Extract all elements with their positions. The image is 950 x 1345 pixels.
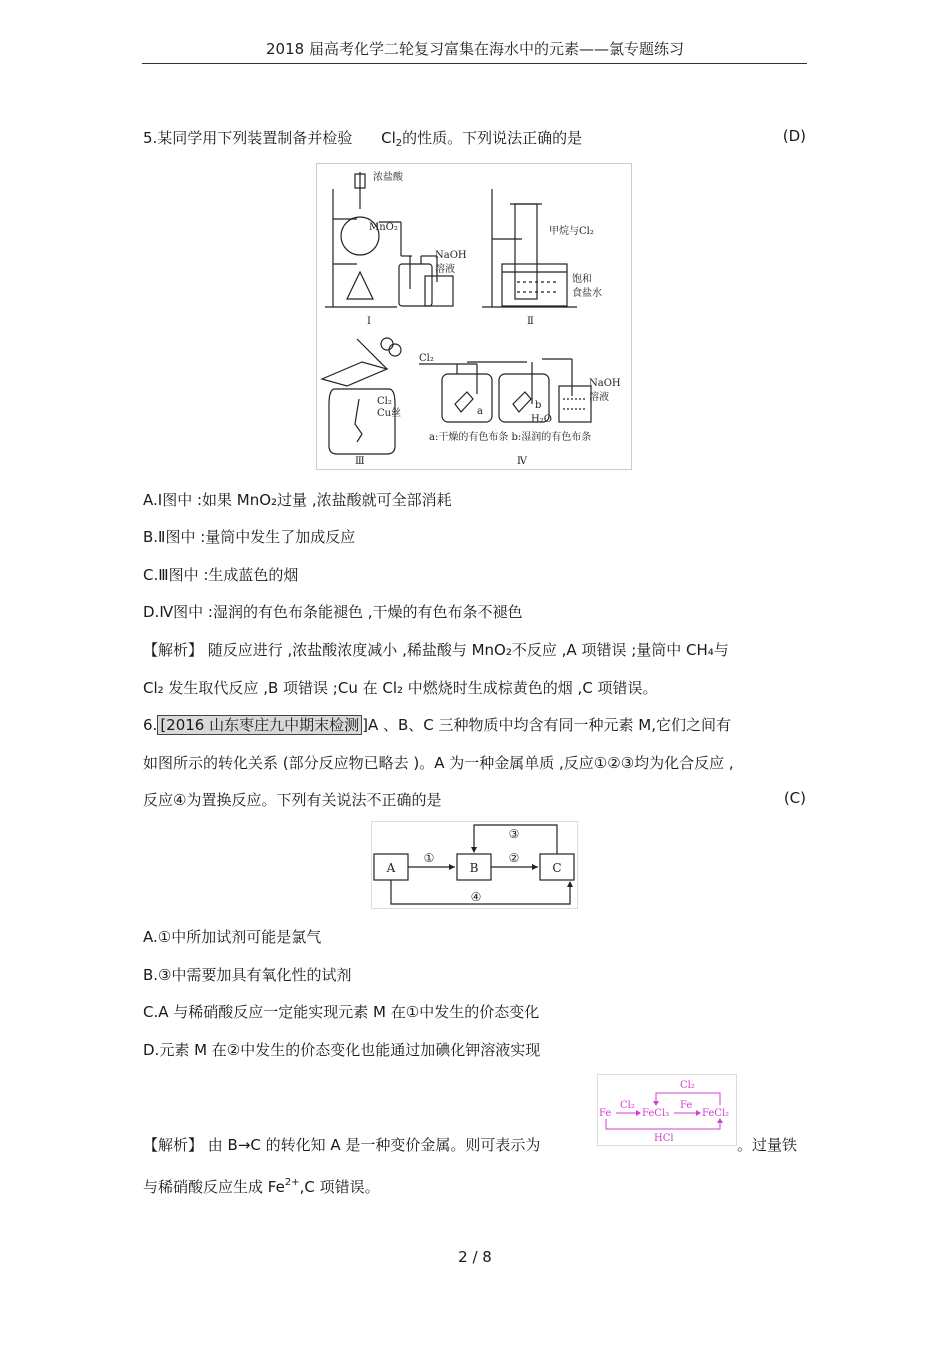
label-cu-wire: Cu丝 xyxy=(377,408,402,419)
fe-conversion-scheme xyxy=(597,1074,737,1146)
q5-analysis-2: Cl₂ 发生取代反应 ,B 项错误 ;Cu 在 Cl₂ 中燃烧时生成棕黄色的烟 ,C 项错误。 xyxy=(143,679,658,697)
label-box-b: B xyxy=(469,861,479,875)
scheme-fecl2: FeCl₂ xyxy=(702,1108,730,1119)
q5-option-b: B.Ⅱ图中 :量筒中发生了加成反应 xyxy=(143,528,356,546)
page-header: 2018 届高考化学二轮复习富集在海水中的元素——氯专题练习 xyxy=(266,40,684,58)
label-b: b xyxy=(535,400,542,411)
q5-option-a: A.Ⅰ图中 :如果 MnO₂过量 ,浓盐酸就可全部消耗 xyxy=(143,491,452,509)
q5-stem-sub: 2 xyxy=(395,138,403,149)
label-sat2: 食盐水 xyxy=(572,288,602,299)
label-naoh2b: 溶液 xyxy=(589,392,609,403)
label-roman2: Ⅱ xyxy=(527,316,534,327)
label-roman4: Ⅳ xyxy=(517,456,527,467)
q6-relation-diagram xyxy=(371,821,578,909)
label-naoh2: NaOH xyxy=(589,378,621,389)
apparatus-svg xyxy=(317,164,631,469)
label-cl2-3: Cl₂ xyxy=(377,396,392,407)
label-mno2: MnO₂ xyxy=(369,222,398,233)
label-a: a xyxy=(477,406,483,417)
label-cl2-4: Cl₂ xyxy=(419,353,434,364)
label-conc-hcl: 浓盐酸 xyxy=(373,172,403,183)
q6-option-d: D.元素 M 在②中发生的价态变化也能通过加碘化钾溶液实现 xyxy=(143,1041,541,1059)
q6-stem-1 xyxy=(143,714,731,735)
scheme-cl2-top: Cl₂ xyxy=(680,1080,695,1091)
label-naoh1b: 溶液 xyxy=(435,264,455,275)
label-h2o: H₂O xyxy=(531,414,552,425)
q6-analysis-2b: ,C 项错误。 xyxy=(299,1178,380,1196)
q5-stem-a: 5.某同学用下列装置制备并检验 xyxy=(143,129,353,147)
label-sat1: 饱和 xyxy=(572,274,592,285)
q6-analysis-2sup: 2+ xyxy=(284,1177,300,1188)
q5-stem-b: 的性质。下列说法正确的是 xyxy=(402,129,583,147)
label-box-a: A xyxy=(386,861,396,875)
label-naoh1: NaOH xyxy=(435,250,467,261)
label-r2: ② xyxy=(508,851,520,865)
q6-answer: (C) xyxy=(783,789,806,807)
label-dry-wet: a:干燥的有色布条 b:湿润的有色布条 xyxy=(429,432,592,443)
scheme-fe: Fe xyxy=(599,1108,612,1119)
scheme-hcl: HCl xyxy=(654,1133,674,1144)
q6-analysis-2a: 与稀硝酸反应生成 Fe xyxy=(143,1178,285,1196)
scheme-fe-label: Fe xyxy=(680,1100,693,1111)
q6-stem-1-text: ]A 、B、C 三种物质中均含有同一种元素 M,它们之间有 xyxy=(362,716,732,734)
q6-source-tag: [2016 山东枣庄九中期末检测 xyxy=(157,715,362,735)
q6-analysis-1b: 。过量铁 xyxy=(737,1136,798,1154)
label-roman3: Ⅲ xyxy=(355,456,365,467)
label-roman1: Ⅰ xyxy=(367,316,371,327)
label-ch4-cl2: 甲烷与Cl₂ xyxy=(549,226,594,237)
label-r3: ③ xyxy=(508,827,520,841)
label-r4: ④ xyxy=(470,890,482,904)
scheme-cl2-a: Cl₂ xyxy=(620,1100,635,1111)
q6-option-c: C.A 与稀硝酸反应一定能实现元素 M 在①中发生的价态变化 xyxy=(143,1003,540,1021)
q6-stem-2: 如图所示的转化关系 (部分反应物已略去 )。A 为一种金属单质 ,反应①②③均为化合反应 , xyxy=(143,754,734,772)
fe-scheme-svg xyxy=(598,1075,736,1145)
q6-stem-3: 反应④为置换反应。下列有关说法不正确的是 xyxy=(143,791,442,809)
page-number: 2 / 8 xyxy=(458,1248,492,1266)
q5-option-d: D.Ⅳ图中 :湿润的有色布条能褪色 ,干燥的有色布条不褪色 xyxy=(143,603,523,621)
q6-option-a: A.①中所加试剂可能是氯气 xyxy=(143,928,322,946)
label-box-c: C xyxy=(552,861,562,875)
header-rule xyxy=(142,63,807,64)
q6-number: 6. xyxy=(143,716,158,734)
q6-analysis-2 xyxy=(143,1176,380,1197)
q6-analysis-1: 【解析】 由 B→C 的转化知 A 是一种变价金属。则可表示为 xyxy=(143,1136,541,1154)
label-r1: ① xyxy=(423,851,435,865)
q5-apparatus-figure xyxy=(316,163,632,470)
q6-option-b: B.③中需要加具有氧化性的试剂 xyxy=(143,966,352,984)
q5-option-c: C.Ⅲ图中 :生成蓝色的烟 xyxy=(143,566,299,584)
relation-svg xyxy=(372,822,577,908)
q5-analysis-1: 【解析】 随反应进行 ,浓盐酸浓度减小 ,稀盐酸与 MnO₂不反应 ,A 项错误 ;量筒中 CH₄与 xyxy=(143,641,729,659)
q5-stem xyxy=(143,127,582,149)
scheme-fecl3: FeCl₃ xyxy=(642,1108,670,1119)
q5-answer: (D) xyxy=(782,127,806,145)
q5-stem-cl: Cl xyxy=(381,129,396,147)
